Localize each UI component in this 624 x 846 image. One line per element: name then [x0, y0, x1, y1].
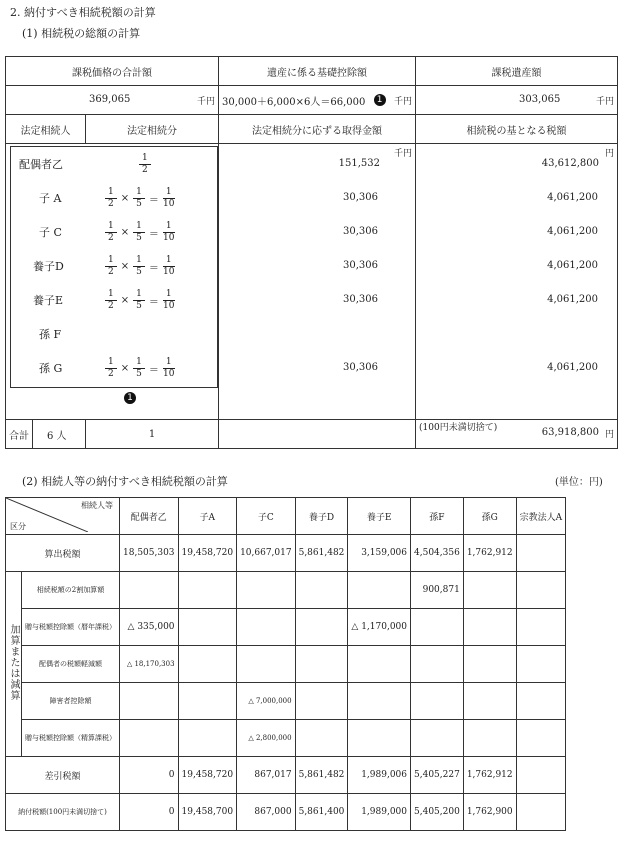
- heirs-share-cell: [6, 144, 219, 420]
- cell: △ 18,170,303: [120, 646, 179, 683]
- heir-name: 孫 G: [39, 362, 63, 375]
- cell: [516, 794, 566, 831]
- cell: 19,458,720: [178, 535, 237, 572]
- amount-value: 30,306: [343, 259, 378, 271]
- col-header: 孫F: [411, 498, 464, 535]
- cell: [411, 720, 464, 757]
- row-label: 納付税額(100円未満切捨て): [6, 794, 120, 831]
- marker-1-icon: 1: [374, 94, 386, 106]
- cell: [120, 572, 179, 609]
- empty-cell: [219, 420, 416, 449]
- cell: 3,159,006: [348, 535, 411, 572]
- header-basic-deduction: 遺産に係る基礎控除額: [219, 57, 416, 86]
- heir-row: [11, 181, 217, 215]
- row-label: 障害者控除額: [22, 683, 120, 720]
- cell: [237, 609, 296, 646]
- heir-name: 孫 F: [39, 328, 62, 341]
- amount-value: 30,306: [343, 293, 378, 305]
- cell: [295, 609, 348, 646]
- row-label: 差引税額: [6, 757, 120, 794]
- cell: [178, 720, 237, 757]
- basic-deduction-value: 30,000＋6,000×6人＝66,000: [222, 96, 366, 108]
- corner-bottom-label: 区分: [10, 522, 26, 531]
- total-share: 1: [86, 420, 219, 449]
- header-share: 法定相続分: [86, 115, 219, 144]
- cell: [348, 572, 411, 609]
- row-label: 贈与税額控除額（精算課税）: [22, 720, 120, 757]
- amount-value: 30,306: [343, 191, 378, 203]
- heir-name: 養子D: [33, 260, 64, 273]
- total-tax-table: [5, 56, 618, 449]
- heir-row: [11, 249, 217, 283]
- cell: [348, 720, 411, 757]
- heir-name: 子 C: [39, 226, 62, 239]
- cell: 0: [120, 757, 179, 794]
- total-taxable-value: 369,065: [89, 93, 131, 105]
- heir-name: 子 A: [39, 192, 62, 205]
- heir-row: [11, 317, 217, 351]
- cell: [120, 720, 179, 757]
- cell: [463, 720, 516, 757]
- share-formula: $\frac{1}{2}$ × $\frac{1}{5}$ ＝ $\frac{1}{10}$: [105, 255, 175, 278]
- header-total-taxable: 課税価格の合計額: [6, 57, 219, 86]
- cell: 900,871: [411, 572, 464, 609]
- total-label: 合計: [6, 420, 33, 448]
- col-header: 子C: [237, 498, 296, 535]
- heir-tax-table: [5, 497, 566, 831]
- corner-top-label: 相続人等: [81, 501, 113, 510]
- cell: △ 1,170,000: [348, 609, 411, 646]
- total-taxable-cell: [6, 86, 219, 115]
- cell: [295, 646, 348, 683]
- section-heading: 2. 納付すべき相続税額の計算: [10, 6, 156, 19]
- cell: 5,861,482: [295, 757, 348, 794]
- heir-row: [11, 215, 217, 249]
- cell: [463, 683, 516, 720]
- col-header: 孫G: [463, 498, 516, 535]
- col-header: 宗教法人A: [516, 498, 566, 535]
- heir-name: 配偶者乙: [19, 158, 63, 171]
- marker-1-icon: 1: [124, 392, 136, 404]
- unit-label: 千円: [595, 96, 614, 107]
- cell: [411, 683, 464, 720]
- unit-label: 円: [604, 430, 614, 440]
- share-formula: $\frac{1}{2}$ × $\frac{1}{5}$ ＝ $\frac{1}{10}$: [105, 221, 175, 244]
- cell: [178, 683, 237, 720]
- heir-name: 養子E: [33, 294, 64, 307]
- taxable-estate-value: 303,065: [519, 93, 561, 105]
- cell: [463, 609, 516, 646]
- heir-row: [11, 147, 217, 181]
- header-taxable-estate: 課税遺産額: [416, 57, 618, 86]
- tax-value: 4,061,200: [547, 293, 598, 305]
- total-tax-cell: [416, 420, 618, 449]
- heir-row: [11, 283, 217, 317]
- cell: 5,861,400: [295, 794, 348, 831]
- amount-value: 30,306: [343, 225, 378, 237]
- cell: [516, 646, 566, 683]
- unit-label: 千円: [393, 149, 412, 159]
- cell: 4,504,356: [411, 535, 464, 572]
- share-formula: $\frac{1}{2}$ × $\frac{1}{5}$ ＝ $\frac{1}{10}$: [105, 289, 175, 312]
- share-formula: $\frac{1}{2}$ × $\frac{1}{5}$ ＝ $\frac{1}{10}$: [105, 357, 175, 380]
- cell: [295, 683, 348, 720]
- tax-value: 4,061,200: [547, 191, 598, 203]
- cell: [411, 646, 464, 683]
- cell: [348, 683, 411, 720]
- subsection-heading-1: (1) 相続税の総額の計算: [22, 27, 141, 40]
- col-header: 配偶者乙: [120, 498, 179, 535]
- col-header: 養子E: [348, 498, 411, 535]
- cell: 1,762,900: [463, 794, 516, 831]
- amount-value: 30,306: [343, 361, 378, 373]
- cell: △ 335,000: [120, 609, 179, 646]
- tax-value: 4,061,200: [547, 259, 598, 271]
- cell: [411, 609, 464, 646]
- cell: △ 2,800,000: [237, 720, 296, 757]
- unit-label: 千円: [196, 96, 215, 107]
- basic-deduction-cell: [219, 86, 416, 115]
- share-formula: $\frac{1}{2}$ × $\frac{1}{5}$ ＝ $\frac{1}{10}$: [105, 187, 175, 210]
- cell: [463, 646, 516, 683]
- cell: [516, 683, 566, 720]
- unit-note: (単位：円): [555, 477, 603, 488]
- col-header: 子A: [178, 498, 237, 535]
- cell: [120, 683, 179, 720]
- unit-label: 千円: [393, 96, 412, 107]
- row-label: 配偶者の税額軽減額: [22, 646, 120, 683]
- corner-header: [6, 498, 120, 535]
- cell: [348, 646, 411, 683]
- cell: [178, 646, 237, 683]
- side-label: 加算または減算: [8, 624, 19, 701]
- cell: [516, 572, 566, 609]
- tax-value: 4,061,200: [547, 361, 598, 373]
- acquired-amounts-cell: [219, 144, 416, 420]
- taxable-estate-cell: [416, 86, 618, 115]
- cell: [516, 720, 566, 757]
- cell: [516, 609, 566, 646]
- cell: 19,458,700: [178, 794, 237, 831]
- total-count-cell: [6, 420, 86, 449]
- total-count: 6 人: [47, 430, 67, 442]
- cell: [295, 572, 348, 609]
- side-label-cell: [6, 572, 22, 757]
- tax-value: 43,612,800: [541, 157, 599, 169]
- cell: [295, 720, 348, 757]
- row-label: 算出税額: [6, 535, 120, 572]
- row-label: 贈与税額控除額（暦年課税）: [22, 609, 120, 646]
- base-taxes-cell: [416, 144, 618, 420]
- cell: 5,405,200: [411, 794, 464, 831]
- cell: [178, 609, 237, 646]
- cell: △ 7,000,000: [237, 683, 296, 720]
- subsection-heading-2: (2) 相続人等の納付すべき相続税額の計算: [22, 475, 228, 488]
- cell: 1,762,912: [463, 535, 516, 572]
- cell: 1,762,912: [463, 757, 516, 794]
- cell: [463, 572, 516, 609]
- total-tax-value: 63,918,800: [541, 427, 599, 438]
- row-label: 相続税額の2割加算額: [22, 572, 120, 609]
- unit-label: 円: [604, 149, 614, 159]
- amount-value: 151,532: [338, 157, 380, 169]
- cell: [237, 646, 296, 683]
- cell: 0: [120, 794, 179, 831]
- cell: 1,989,006: [348, 757, 411, 794]
- cell: [178, 572, 237, 609]
- share-fraction: $\frac{1}{2}$: [139, 153, 151, 176]
- header-heir: 法定相続人: [6, 115, 86, 144]
- tax-value: [419, 316, 614, 350]
- cell: 1,989,000: [348, 794, 411, 831]
- cell: 867,017: [237, 757, 296, 794]
- cell: 5,405,227: [411, 757, 464, 794]
- header-acquired-amount: 法定相続分に応ずる取得金額: [219, 115, 416, 144]
- cell: 867,000: [237, 794, 296, 831]
- cell: 10,667,017: [237, 535, 296, 572]
- rounding-note: (100円未満切捨て): [419, 423, 498, 433]
- col-header: 養子D: [295, 498, 348, 535]
- cell: 19,458,720: [178, 757, 237, 794]
- header-base-tax: 相続税の基となる税額: [416, 115, 618, 144]
- heir-row: [11, 351, 217, 385]
- tax-value: 4,061,200: [547, 225, 598, 237]
- cell: [516, 757, 566, 794]
- amount-value: [222, 316, 412, 350]
- cell: [516, 535, 566, 572]
- cell: 5,861,482: [295, 535, 348, 572]
- cell: 18,505,303: [120, 535, 179, 572]
- cell: [237, 572, 296, 609]
